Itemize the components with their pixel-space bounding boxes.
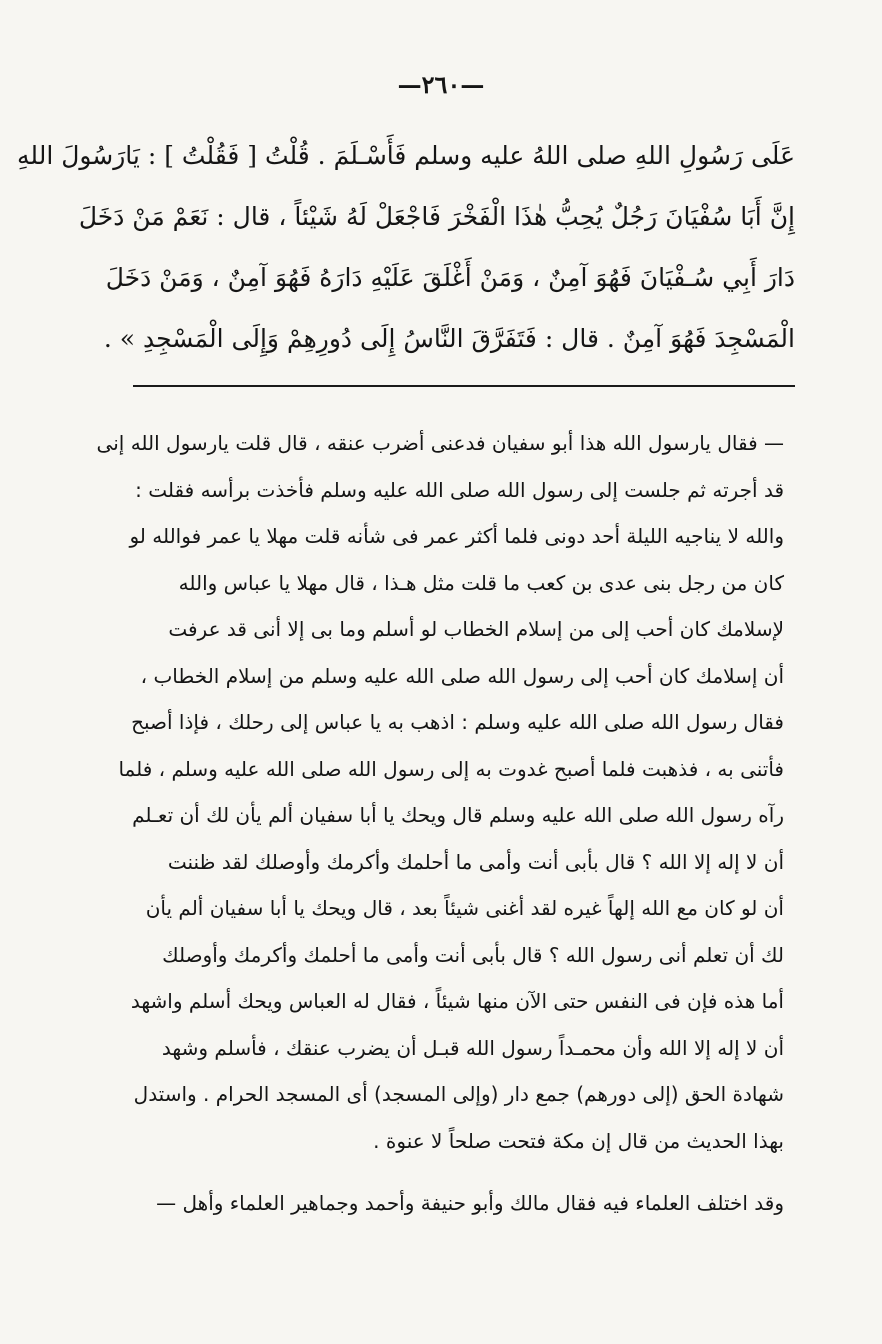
main-text-block: [17, 125, 795, 369]
footnote-line: لإسلامك كان أحب إلى من إسلام الخطاب لو أسلم وما بى إلا أنى قد عرفت: [168, 617, 784, 641]
footnote-line: كان من رجل بنى عدى بن كعب ما قلت مثل هـذا ، قال مهلا يا عباس والله: [178, 570, 784, 595]
footnote-line: والله لا يناجيه الليلة أحد دونى فلما أكثر عمر فى شأنه قلت مهلا يا عمر فوالله لو: [129, 524, 784, 548]
main-text-line: عَلَى رَسُولِ اللهِ صلى اللهُ عليه وسلم فَأَسْـلَمَ . قُلْتُ [ فَقُلْتُ ] : يَارَسُولَ اللهِ: [17, 141, 795, 170]
footnote-divider: [133, 385, 795, 387]
footnote-block: [96, 420, 784, 1227]
footnote-line: فقال رسول الله صلى الله عليه وسلم : اذهب به يا عباس إلى رحلك ، فإذا أصبح: [131, 710, 784, 734]
footnote-line: قد أجرته ثم جلست إلى رسول الله صلى الله عليه وسلم فأخذت برأسه فقلت :: [135, 477, 784, 502]
footnote-line: أما هذه فإن فى النفس حتى الآن منها شيئاً ، فقال له العباس ويحك أسلم واشهد: [130, 989, 784, 1013]
footnote-line: فأتنى به ، فذهبت فلما أصبح غدوت به إلى رسول الله صلى الله عليه وسلم ، فلما: [118, 756, 784, 781]
main-text-line: دَارَ أَبِي سُـفْيَانَ فَهُوَ آمِنٌ ، وَمَنْ أَغْلَقَ عَلَيْهِ دَارَهُ فَهُوَ آمِنٌ ، وَمَنْ دَخَلَ: [105, 263, 795, 292]
footnote-line: لك أن تعلم أنى رسول الله ؟ قال بأبى أنت وأمى ما أحلمك وأكرمك وأوصلك: [162, 942, 784, 967]
footnote-line: — فقال يارسول الله هذا أبو سفيان فدعنى أضرب عنقه ، قال قلت يارسول الله إنى: [96, 431, 784, 455]
footnote-line: شهادة الحق (إلى دورهم) جمع دار (وإلى المسجد) أى المسجد الحرام . واستدل: [133, 1082, 784, 1106]
main-text-line: إِنَّ أَبَا سُفْيَانَ رَجُلٌ يُحِبُّ هٰذَا الْفَخْرَ فَاجْعَلْ لَهُ شَيْئاً ، قال : نَعَمْ مَنْ دَخَلَ: [78, 202, 795, 231]
footnote-line: أن لا إله إلا الله ؟ قال بأبى أنت وأمى ما أحلمك وأكرمك وأوصلك لقد ظننت: [167, 849, 784, 874]
footnote-line: أن إسلامك كان أحب إلى رسول الله صلى الله عليه وسلم من إسلام الخطاب ،: [140, 663, 784, 688]
footnote-line: أن لو كان مع الله إلهاً غيره لقد أغنى شيئاً بعد ، قال ويحك يا أبا سفيان ألم يأن: [145, 896, 784, 920]
footnote-line: بهذا الحديث من قال إن مكة فتحت صلحاً لا عنوة .: [373, 1128, 784, 1153]
footnote-last-line: وقد اختلف العلماء فيه فقال مالك وأبو حنيفة وأحمد وجماهير العلماء وأهل —: [156, 1191, 784, 1215]
main-text-line: الْمَسْجِدَ فَهُوَ آمِنٌ . قال : فَتَفَرَّقَ النَّاسُ إِلَى دُورِهِمْ وَإِلَى الْمَسْجِدِ » .: [103, 324, 795, 353]
footnote-line: رآه رسول الله صلى الله عليه وسلم قال ويحك يا أبا سفيان ألم يأن لك أن تعـلم: [132, 803, 784, 827]
footnote-line: أن لا إله إلا الله وأن محمـداً رسول الله قبـل أن يضرب عنقك ، فأسلم وشهد: [161, 1035, 784, 1060]
page-number: —٢٦٠—: [397, 70, 485, 99]
